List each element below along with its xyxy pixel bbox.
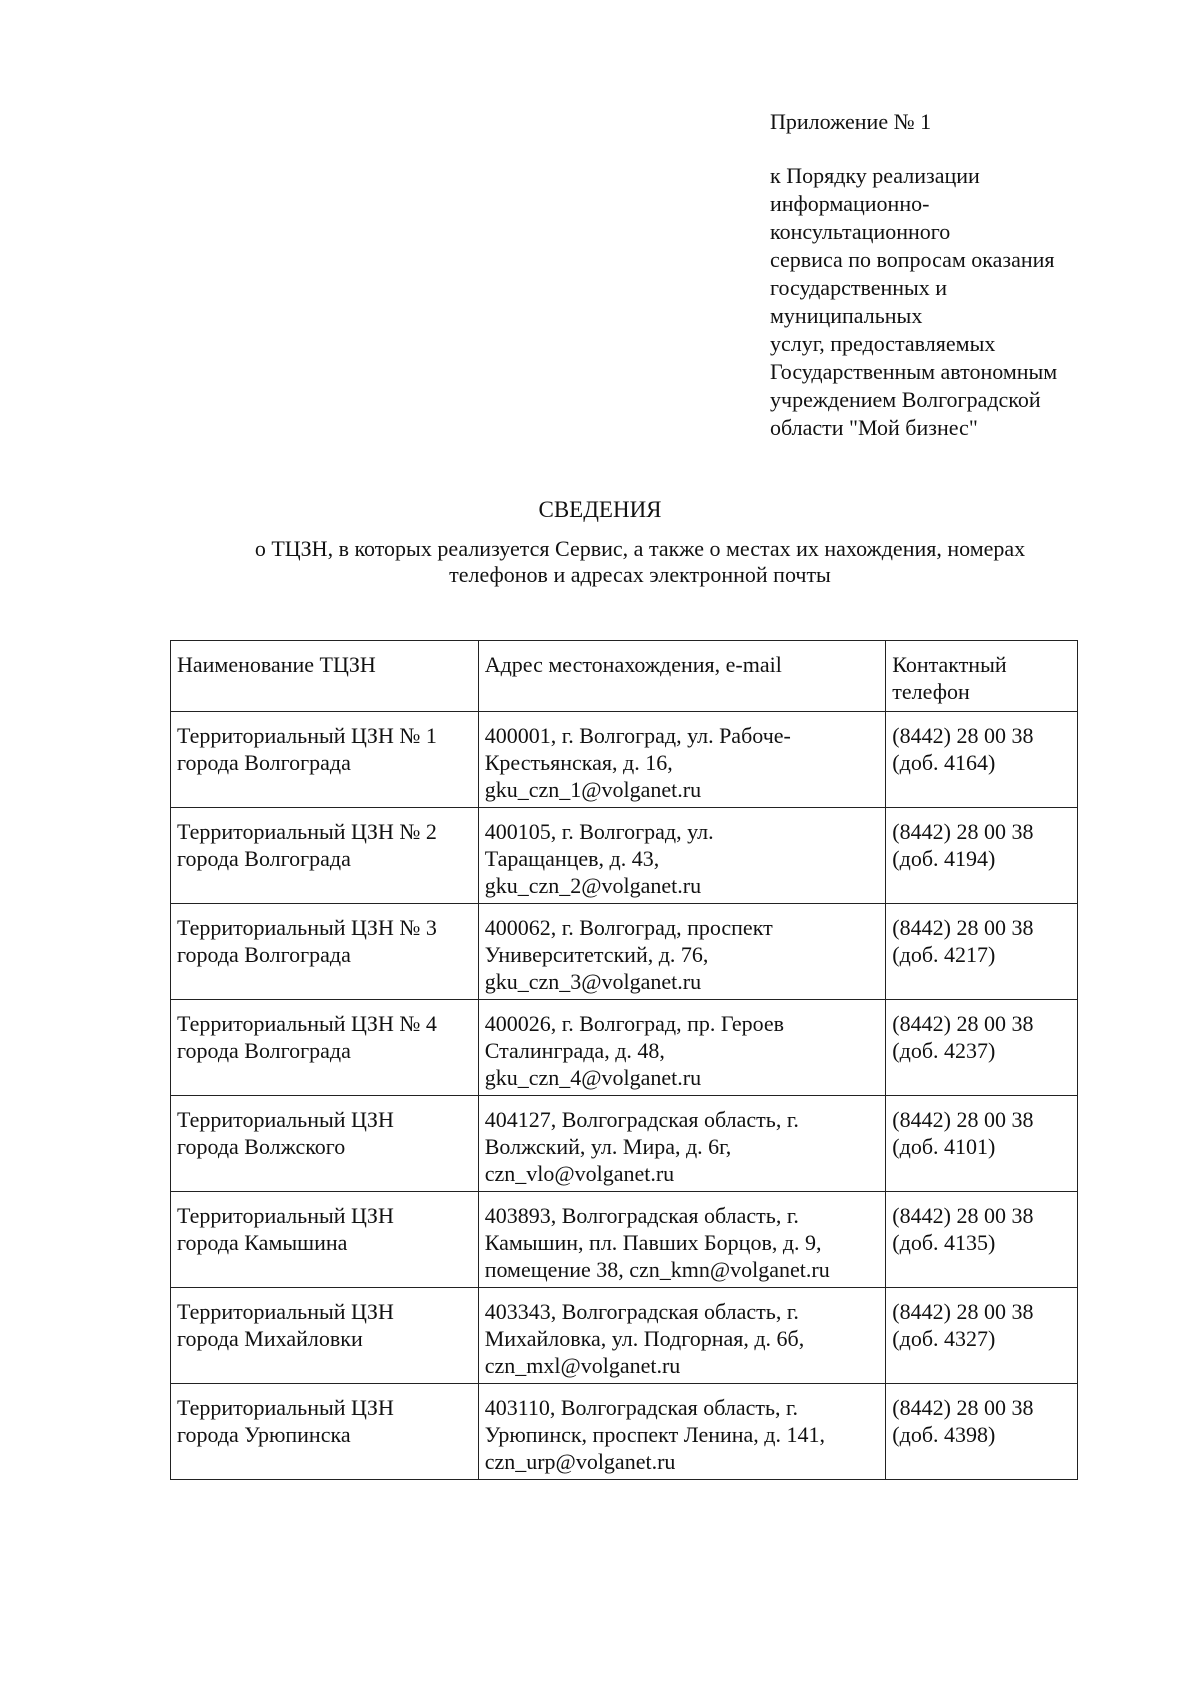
cell-text: Территориальный ЦЗН № 4 bbox=[177, 1011, 437, 1036]
cell-address bbox=[478, 712, 886, 808]
cell-address bbox=[478, 1000, 886, 1096]
cell-text: Территориальный ЦЗН bbox=[177, 1203, 394, 1228]
cell-text: города Камышина bbox=[177, 1230, 348, 1255]
cell-phone bbox=[886, 904, 1078, 1000]
cell-phone bbox=[886, 1096, 1078, 1192]
header-name-text: Наименование ТЦЗН bbox=[177, 652, 376, 677]
cell-email: помещение 38, czn_kmn@volganet.ru bbox=[484, 1257, 830, 1282]
cell-text: Университетский, д. 76, bbox=[484, 942, 709, 967]
cell-text: Камышин, пл. Павших Борцов, д. 9, bbox=[484, 1230, 822, 1255]
cell-name bbox=[171, 1384, 479, 1480]
cell-text: (доб. 4217) bbox=[892, 942, 996, 967]
cell-text: города Волгограда bbox=[177, 1038, 351, 1063]
annex-line: консультационного bbox=[770, 219, 951, 244]
cell-text: города Волжского bbox=[177, 1134, 346, 1159]
cell-name bbox=[171, 1096, 479, 1192]
cell-name bbox=[171, 1000, 479, 1096]
cell-phone bbox=[886, 1288, 1078, 1384]
cell-address bbox=[478, 1288, 886, 1384]
cell-text: (8442) 28 00 38 bbox=[892, 1011, 1034, 1036]
document-title: СВЕДЕНИЯ bbox=[538, 497, 662, 522]
annex-line: учреждением Волгоградской bbox=[770, 387, 1041, 412]
header-address-text: Адрес местонахождения, e-mail bbox=[484, 652, 782, 677]
cell-text: (доб. 4194) bbox=[892, 846, 996, 871]
cell-text: 400026, г. Волгоград, пр. Героев bbox=[484, 1011, 785, 1036]
annex-number: Приложение № 1 bbox=[770, 109, 932, 134]
table-row bbox=[171, 808, 1078, 904]
cell-text: (доб. 4164) bbox=[892, 750, 996, 775]
cell-email: czn_vlo@volganet.ru bbox=[484, 1161, 675, 1186]
cell-text: 400001, г. Волгоград, ул. Рабоче- bbox=[484, 723, 791, 748]
cell-text: Михайловка, ул. Подгорная, д. 6б, bbox=[484, 1326, 805, 1351]
cell-text: Территориальный ЦЗН bbox=[177, 1299, 394, 1324]
cell-text: Крестьянская, д. 16, bbox=[484, 750, 673, 775]
annex-line: области "Мой бизнес" bbox=[770, 415, 978, 440]
table-row bbox=[171, 1384, 1078, 1480]
cell-text: 403110, Волгоградская область, г. bbox=[484, 1395, 799, 1420]
cell-text: (8442) 28 00 38 bbox=[892, 819, 1034, 844]
cell-phone bbox=[886, 1000, 1078, 1096]
cell-text: 403893, Волгоградская область, г. bbox=[484, 1203, 799, 1228]
header-phone bbox=[886, 641, 1078, 712]
annex-line: Государственным автономным bbox=[770, 359, 1058, 384]
tczn-table bbox=[170, 640, 1078, 1480]
cell-text: города Волгограда bbox=[177, 846, 351, 871]
cell-address bbox=[478, 808, 886, 904]
annex-line: информационно- bbox=[770, 191, 930, 216]
cell-text: Урюпинск, проспект Ленина, д. 141, bbox=[484, 1422, 826, 1447]
cell-text: города Михайловки bbox=[177, 1326, 363, 1351]
cell-address bbox=[478, 1384, 886, 1480]
cell-text: (доб. 4398) bbox=[892, 1422, 996, 1447]
table-row bbox=[171, 1096, 1078, 1192]
cell-text: города Волгограда bbox=[177, 942, 351, 967]
cell-address bbox=[478, 1096, 886, 1192]
cell-text: Территориальный ЦЗН № 2 bbox=[177, 819, 437, 844]
cell-text: 400105, г. Волгоград, ул. bbox=[484, 819, 714, 844]
cell-text: Территориальный ЦЗН bbox=[177, 1395, 394, 1420]
cell-text: Территориальный ЦЗН № 1 bbox=[177, 723, 437, 748]
cell-name bbox=[171, 1192, 479, 1288]
cell-text: (8442) 28 00 38 bbox=[892, 1203, 1034, 1228]
cell-email: gku_czn_2@volganet.ru bbox=[484, 873, 702, 898]
annex-line: услуг, предоставляемых bbox=[770, 331, 996, 356]
cell-phone bbox=[886, 712, 1078, 808]
cell-text: (доб. 4101) bbox=[892, 1134, 996, 1159]
cell-text: города Урюпинска bbox=[177, 1422, 351, 1447]
cell-text: (8442) 28 00 38 bbox=[892, 1299, 1034, 1324]
cell-text: Таращанцев, д. 43, bbox=[484, 846, 660, 871]
cell-text: (8442) 28 00 38 bbox=[892, 1395, 1034, 1420]
cell-text: 400062, г. Волгоград, проспект bbox=[484, 915, 773, 940]
subtitle-line: о ТЦЗН, в которых реализуется Сервис, а также о местах их нахождения, номерах bbox=[254, 536, 1026, 561]
cell-name bbox=[171, 904, 479, 1000]
annex-line: сервиса по вопросам оказания bbox=[770, 247, 1055, 272]
cell-address bbox=[478, 904, 886, 1000]
cell-text: города Волгограда bbox=[177, 750, 351, 775]
cell-phone bbox=[886, 1384, 1078, 1480]
cell-text: (8442) 28 00 38 bbox=[892, 915, 1034, 940]
cell-text: 403343, Волгоградская область, г. bbox=[484, 1299, 799, 1324]
annex-line: муниципальных bbox=[770, 303, 923, 328]
cell-email: gku_czn_3@volganet.ru bbox=[484, 969, 702, 994]
cell-text: (8442) 28 00 38 bbox=[892, 1107, 1034, 1132]
table-header-row bbox=[171, 641, 1078, 712]
table-row bbox=[171, 712, 1078, 808]
annex-line: к Порядку реализации bbox=[770, 163, 980, 188]
table-row bbox=[171, 1000, 1078, 1096]
cell-name bbox=[171, 1288, 479, 1384]
cell-text: (доб. 4237) bbox=[892, 1038, 996, 1063]
subtitle-line: телефонов и адресах электронной почты bbox=[449, 562, 831, 587]
cell-name bbox=[171, 808, 479, 904]
cell-phone bbox=[886, 808, 1078, 904]
header-phone-text: телефон bbox=[892, 679, 970, 704]
cell-email: czn_mxl@volganet.ru bbox=[484, 1353, 681, 1378]
annex-line: государственных и bbox=[770, 275, 948, 300]
cell-text: Территориальный ЦЗН № 3 bbox=[177, 915, 437, 940]
cell-email: gku_czn_4@volganet.ru bbox=[484, 1065, 702, 1090]
cell-text: Территориальный ЦЗН bbox=[177, 1107, 394, 1132]
document-subtitle bbox=[0, 536, 1200, 588]
cell-text: Сталинграда, д. 48, bbox=[484, 1038, 665, 1063]
cell-name bbox=[171, 712, 479, 808]
cell-text: (8442) 28 00 38 bbox=[892, 723, 1034, 748]
table-row bbox=[171, 1192, 1078, 1288]
annex-block bbox=[770, 108, 1150, 442]
header-name bbox=[171, 641, 479, 712]
cell-phone bbox=[886, 1192, 1078, 1288]
cell-email: gku_czn_1@volganet.ru bbox=[484, 777, 702, 802]
header-phone-text: Контактный bbox=[892, 652, 1007, 677]
cell-email: czn_urp@volganet.ru bbox=[484, 1449, 676, 1474]
table-row bbox=[171, 1288, 1078, 1384]
header-address bbox=[478, 641, 886, 712]
table-row bbox=[171, 904, 1078, 1000]
cell-text: Волжский, ул. Мира, д. 6г, bbox=[484, 1134, 732, 1159]
cell-text: (доб. 4135) bbox=[892, 1230, 996, 1255]
cell-text: 404127, Волгоградская область, г. bbox=[484, 1107, 799, 1132]
cell-text: (доб. 4327) bbox=[892, 1326, 996, 1351]
cell-address bbox=[478, 1192, 886, 1288]
